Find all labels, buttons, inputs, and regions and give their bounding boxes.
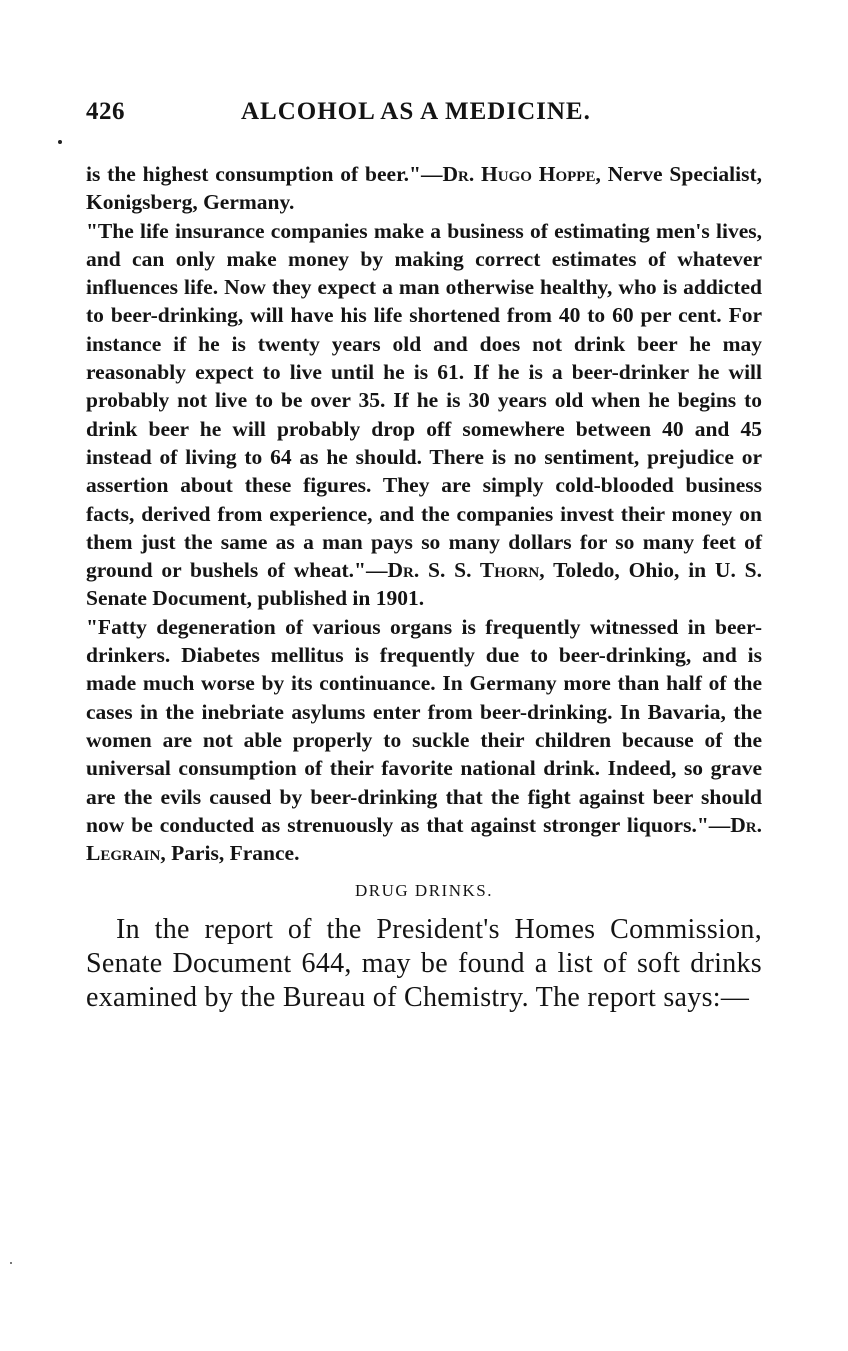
- stray-ink-dot: [58, 140, 62, 144]
- book-page: [86, 98, 762, 1015]
- section-heading: DRUG DRINKS.: [355, 881, 493, 901]
- author-name: Dr. S. S. Thorn: [387, 558, 540, 583]
- stray-ink-dot: [10, 1262, 12, 1264]
- paragraph-legrain-quote: "Fatty degeneration of various organs is frequently witnessed in beer-drinkers. Diabetes mellitus is frequently due to beer-drinking, and is made much worse by its continuance. In Germany more than half of the cases in the inebriate asylums enter from beer-drinking. In Bavaria, the women are not able properly to suckle their children because of the universal consumption of their favorite national drink. Indeed, so grave are the evils caused by beer-drinking that the fight against beer should now be conducted as strenuously as that against stronger liquors."—Dr. Legrain, Paris, France.: [86, 614, 762, 866]
- paragraph-thorn-quote: "The life insurance companies make a business of estimating men's lives, and can only make money by making correct estimates of whatever influences life. Now they expect a man otherwise healthy, who is addicted to beer-drinking, will have his life shortened from 40 to 60 per cent. For instance if he is twenty years old and does not drink beer he may reasonably expect to live until he is 61. If he is a beer-drinker he will probably not live to be over 35. If he is 30 years old when he begins to drink beer he will probably drop off somewhere between 40 and 45 instead of living to 64 as he should. There is no sentiment, prejudice or assertion about these figures. They are simply cold-blooded business facts, derived from experience, and the companies invest their money on them just the same as a man pays so many dollars for so many feet of ground or bushels of wheat."—Dr. S. S. Thorn, Toledo, Ohio, in U. S. Senate Document, published in 1901.: [86, 218, 762, 611]
- lead-paragraph: In the report of the President's Homes Commission, Senate Document 644, may be found a list of soft drinks examined by the Bureau of Chemistry. The report says:—: [86, 914, 762, 1014]
- running-title: ALCOHOL AS A MEDICINE.: [241, 98, 591, 125]
- page-number: 426: [86, 98, 125, 125]
- paragraph-hoppe-quote: is the highest consumption of beer."—Dr. Hugo Hoppe, Nerve Specialist, Konigsberg, Germany.: [86, 162, 762, 215]
- body-text: [86, 160, 762, 867]
- running-head: [86, 98, 762, 138]
- author-name: Dr. Hugo Hoppe: [442, 162, 596, 186]
- author-name: Dr. Legrain: [86, 812, 762, 866]
